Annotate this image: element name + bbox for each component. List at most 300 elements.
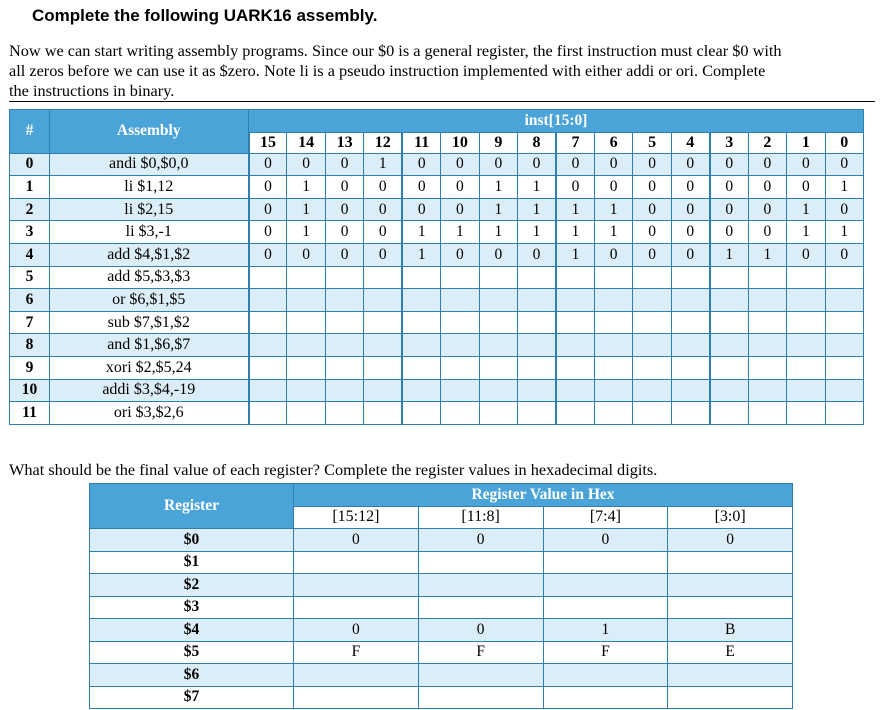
bit-cell[interactable] [748, 266, 786, 289]
bit-cell[interactable] [287, 334, 325, 357]
bit-cell[interactable]: 0 [710, 221, 748, 244]
bit-cell[interactable]: 0 [249, 198, 287, 221]
bit-cell[interactable]: 1 [787, 221, 825, 244]
row-number: 3 [10, 221, 50, 244]
bit-cell[interactable]: 1 [287, 176, 325, 199]
table-row [10, 221, 864, 244]
bit-cell[interactable]: 0 [364, 198, 402, 221]
bit-cell[interactable]: 0 [325, 221, 363, 244]
assembly-instruction: add $5,$3,$3 [50, 266, 249, 289]
row-number: 8 [10, 334, 50, 357]
row-number: 7 [10, 311, 50, 334]
bit-cell[interactable] [787, 289, 825, 312]
bit-cell[interactable] [325, 266, 363, 289]
bit-cell[interactable] [825, 356, 863, 379]
hex-digit-cell[interactable]: E [668, 641, 793, 664]
bit-cell[interactable] [671, 356, 709, 379]
assembly-table [9, 109, 864, 425]
hex-digit-cell[interactable]: B [668, 619, 793, 642]
bit-cell[interactable] [402, 266, 440, 289]
bit-cell[interactable] [287, 311, 325, 334]
bit-cell[interactable] [787, 266, 825, 289]
bit-header: 12 [364, 132, 402, 153]
bit-cell[interactable]: 0 [594, 153, 632, 176]
row-number: 6 [10, 289, 50, 312]
bit-cell[interactable]: 0 [402, 176, 440, 199]
assembly-instruction: li $1,12 [50, 176, 249, 199]
table-row [90, 574, 793, 597]
col-header-bits-11-8: [11:8] [418, 506, 543, 529]
row-number: 11 [10, 402, 50, 425]
bit-cell[interactable] [364, 402, 402, 425]
bit-cell[interactable] [710, 334, 748, 357]
bit-cell[interactable] [671, 266, 709, 289]
bit-cell[interactable] [710, 379, 748, 402]
hex-digit-cell[interactable]: 1 [543, 619, 668, 642]
bit-cell[interactable] [633, 379, 671, 402]
assembly-instruction: and $1,$6,$7 [50, 334, 249, 357]
row-number: 9 [10, 356, 50, 379]
assembly-instruction: addi $3,$4,-19 [50, 379, 249, 402]
hex-digit-cell[interactable] [543, 596, 668, 619]
bit-cell[interactable] [787, 356, 825, 379]
bit-cell[interactable]: 0 [364, 243, 402, 266]
hex-digit-cell[interactable] [294, 596, 419, 619]
bit-cell[interactable]: 0 [325, 243, 363, 266]
hex-digit-cell[interactable] [668, 596, 793, 619]
bit-cell[interactable] [825, 311, 863, 334]
table-row [10, 153, 864, 176]
bit-cell[interactable] [556, 311, 594, 334]
bit-cell[interactable] [594, 289, 632, 312]
hex-digit-cell[interactable] [294, 686, 419, 709]
bit-cell[interactable]: 1 [287, 198, 325, 221]
bit-cell[interactable] [556, 356, 594, 379]
bit-cell[interactable] [787, 379, 825, 402]
bit-cell[interactable] [518, 402, 556, 425]
bit-cell[interactable] [518, 289, 556, 312]
hex-digit-cell[interactable] [418, 686, 543, 709]
bit-cell[interactable] [325, 289, 363, 312]
bit-cell[interactable]: 0 [249, 243, 287, 266]
bit-header: 3 [710, 132, 748, 153]
bit-cell[interactable] [249, 334, 287, 357]
bit-cell[interactable]: 0 [402, 198, 440, 221]
row-number: 5 [10, 266, 50, 289]
table-row [10, 356, 864, 379]
register-table [89, 483, 793, 709]
bit-cell[interactable] [287, 266, 325, 289]
bit-cell[interactable]: 0 [325, 176, 363, 199]
table-row [10, 289, 864, 312]
bit-cell[interactable]: 0 [671, 153, 709, 176]
col-header-inst: inst[15:0] [249, 110, 864, 133]
bit-cell[interactable]: 0 [787, 153, 825, 176]
bit-cell[interactable] [441, 289, 479, 312]
bit-cell[interactable] [671, 289, 709, 312]
bit-cell[interactable] [287, 289, 325, 312]
bit-header: 15 [249, 132, 287, 153]
bit-cell[interactable]: 1 [518, 198, 556, 221]
table-row [90, 529, 793, 552]
bit-cell[interactable] [787, 311, 825, 334]
bit-cell[interactable] [710, 266, 748, 289]
bit-cell[interactable]: 1 [479, 221, 517, 244]
assembly-instruction: ori $3,$2,6 [50, 402, 249, 425]
bit-cell[interactable] [402, 311, 440, 334]
intro-line: Now we can start writing assembly programs. Since our $0 is a general register, the first instruction must clear $0 with [9, 41, 782, 60]
bit-cell[interactable]: 0 [671, 198, 709, 221]
bit-cell[interactable] [748, 356, 786, 379]
bit-cell[interactable]: 1 [825, 176, 863, 199]
bit-cell[interactable]: 1 [402, 243, 440, 266]
row-number: 1 [10, 176, 50, 199]
bit-cell[interactable] [825, 266, 863, 289]
table-row [90, 664, 793, 687]
bit-cell[interactable] [633, 289, 671, 312]
bit-cell[interactable] [441, 311, 479, 334]
bit-cell[interactable] [710, 356, 748, 379]
bit-cell[interactable] [287, 356, 325, 379]
bit-cell[interactable] [325, 402, 363, 425]
assembly-instruction: xori $2,$5,24 [50, 356, 249, 379]
bit-cell[interactable] [479, 402, 517, 425]
register-name: $2 [90, 574, 294, 597]
intro-paragraph [9, 41, 875, 102]
bit-cell[interactable]: 0 [441, 243, 479, 266]
bit-cell[interactable] [556, 402, 594, 425]
bit-cell[interactable]: 0 [825, 153, 863, 176]
bit-cell[interactable]: 0 [825, 198, 863, 221]
hex-digit-cell[interactable] [294, 574, 419, 597]
bit-cell[interactable] [364, 356, 402, 379]
col-header-bits-3-0: [3:0] [668, 506, 793, 529]
bit-cell[interactable] [787, 402, 825, 425]
bit-cell[interactable] [671, 334, 709, 357]
bit-cell[interactable]: 0 [518, 153, 556, 176]
bit-cell[interactable]: 0 [787, 176, 825, 199]
bit-cell[interactable] [325, 356, 363, 379]
intro-line: all zeros before we can use it as $zero. Note li is a pseudo instruction implemented with either addi or ori. Complete [9, 61, 766, 80]
bit-cell[interactable] [671, 402, 709, 425]
bit-cell[interactable] [825, 379, 863, 402]
hex-digit-cell[interactable] [294, 664, 419, 687]
bit-cell[interactable]: 0 [325, 198, 363, 221]
bit-cell[interactable] [556, 379, 594, 402]
bit-cell[interactable]: 0 [249, 153, 287, 176]
bit-cell[interactable] [364, 266, 402, 289]
bit-header: 2 [748, 132, 786, 153]
bit-cell[interactable] [402, 356, 440, 379]
hex-digit-cell[interactable]: 0 [294, 529, 419, 552]
bit-cell[interactable] [825, 289, 863, 312]
bit-cell[interactable]: 1 [556, 198, 594, 221]
bit-cell[interactable] [748, 334, 786, 357]
hex-digit-cell[interactable] [418, 664, 543, 687]
bit-cell[interactable] [249, 311, 287, 334]
bit-cell[interactable] [556, 289, 594, 312]
bit-cell[interactable]: 0 [364, 221, 402, 244]
table-row [10, 198, 864, 221]
table-row [10, 266, 864, 289]
bit-cell[interactable] [825, 402, 863, 425]
row-number: 0 [10, 153, 50, 176]
bit-cell[interactable] [249, 402, 287, 425]
bit-cell[interactable] [402, 334, 440, 357]
bit-cell[interactable]: 1 [787, 198, 825, 221]
bit-cell[interactable] [594, 379, 632, 402]
bit-cell[interactable]: 0 [441, 153, 479, 176]
bit-header: 4 [671, 132, 709, 153]
bit-cell[interactable] [748, 311, 786, 334]
bit-cell[interactable] [748, 402, 786, 425]
table-row [10, 243, 864, 266]
bit-cell[interactable] [479, 266, 517, 289]
bit-cell[interactable] [441, 266, 479, 289]
bit-cell[interactable] [402, 402, 440, 425]
bit-cell[interactable]: 0 [748, 176, 786, 199]
bit-cell[interactable]: 1 [479, 198, 517, 221]
col-header-number: # [10, 110, 50, 154]
bit-cell[interactable] [594, 334, 632, 357]
assembly-instruction: andi $0,$0,0 [50, 153, 249, 176]
table-row [90, 686, 793, 709]
bit-cell[interactable] [518, 266, 556, 289]
bit-cell[interactable] [364, 379, 402, 402]
bit-cell[interactable] [633, 311, 671, 334]
table-row [90, 596, 793, 619]
bit-cell[interactable] [402, 379, 440, 402]
hex-digit-cell[interactable] [543, 664, 668, 687]
bit-cell[interactable]: 1 [441, 221, 479, 244]
bit-cell[interactable]: 0 [671, 243, 709, 266]
bit-cell[interactable]: 1 [748, 243, 786, 266]
bit-cell[interactable] [633, 402, 671, 425]
bit-header: 7 [556, 132, 594, 153]
bit-cell[interactable] [364, 289, 402, 312]
bit-header: 9 [479, 132, 517, 153]
bit-cell[interactable]: 1 [710, 243, 748, 266]
bit-cell[interactable]: 0 [748, 153, 786, 176]
bit-cell[interactable] [249, 289, 287, 312]
bit-cell[interactable]: 0 [249, 176, 287, 199]
table-row [90, 551, 793, 574]
table-row [90, 619, 793, 642]
bit-cell[interactable] [710, 289, 748, 312]
bit-cell[interactable]: 0 [671, 176, 709, 199]
bit-cell[interactable]: 0 [825, 243, 863, 266]
page-title: Complete the following UARK16 assembly. [32, 6, 378, 25]
register-name: $1 [90, 551, 294, 574]
bit-cell[interactable] [594, 266, 632, 289]
bit-cell[interactable]: 0 [249, 221, 287, 244]
bit-cell[interactable]: 0 [633, 198, 671, 221]
bit-cell[interactable]: 0 [479, 153, 517, 176]
hex-digit-cell[interactable]: 0 [418, 619, 543, 642]
bit-cell[interactable]: 0 [787, 243, 825, 266]
bit-cell[interactable]: 1 [556, 243, 594, 266]
bit-cell[interactable]: 1 [364, 153, 402, 176]
hex-digit-cell[interactable] [418, 574, 543, 597]
bit-cell[interactable] [249, 356, 287, 379]
bit-cell[interactable]: 0 [556, 176, 594, 199]
table-row [10, 402, 864, 425]
register-name: $3 [90, 596, 294, 619]
col-header-assembly: Assembly [50, 110, 249, 154]
register-name: $7 [90, 686, 294, 709]
hex-digit-cell[interactable] [543, 686, 668, 709]
bit-cell[interactable] [825, 334, 863, 357]
hex-digit-cell[interactable] [668, 686, 793, 709]
bit-cell[interactable] [633, 334, 671, 357]
bit-cell[interactable] [710, 402, 748, 425]
hex-digit-cell[interactable] [543, 551, 668, 574]
bit-cell[interactable] [671, 311, 709, 334]
bit-cell[interactable]: 0 [748, 198, 786, 221]
bit-cell[interactable]: 0 [325, 153, 363, 176]
bit-cell[interactable] [325, 311, 363, 334]
bit-cell[interactable] [518, 311, 556, 334]
bit-cell[interactable]: 0 [441, 176, 479, 199]
register-name: $6 [90, 664, 294, 687]
hex-digit-cell[interactable]: 0 [418, 529, 543, 552]
bit-cell[interactable]: 1 [556, 221, 594, 244]
hex-digit-cell[interactable]: 0 [668, 529, 793, 552]
bit-cell[interactable]: 0 [402, 153, 440, 176]
bit-cell[interactable] [556, 334, 594, 357]
table-row [10, 176, 864, 199]
table-row [10, 379, 864, 402]
bit-cell[interactable]: 0 [518, 243, 556, 266]
table-row [10, 334, 864, 357]
bit-cell[interactable]: 0 [594, 243, 632, 266]
bit-cell[interactable]: 1 [518, 176, 556, 199]
bit-cell[interactable]: 0 [633, 221, 671, 244]
bit-cell[interactable]: 1 [518, 221, 556, 244]
col-header-bits-7-4: [7:4] [543, 506, 668, 529]
bit-cell[interactable] [556, 266, 594, 289]
row-number: 2 [10, 198, 50, 221]
bit-cell[interactable]: 0 [287, 243, 325, 266]
bit-cell[interactable] [249, 379, 287, 402]
row-number: 10 [10, 379, 50, 402]
bit-header: 0 [825, 132, 863, 153]
bit-header: 14 [287, 132, 325, 153]
bit-cell[interactable] [633, 266, 671, 289]
bit-cell[interactable]: 1 [479, 176, 517, 199]
bit-cell[interactable] [518, 379, 556, 402]
bit-cell[interactable]: 0 [633, 153, 671, 176]
bit-cell[interactable]: 0 [710, 198, 748, 221]
bit-cell[interactable] [441, 402, 479, 425]
assembly-table-body [10, 153, 864, 424]
bit-cell[interactable] [364, 311, 402, 334]
bit-cell[interactable] [479, 379, 517, 402]
hex-digit-cell[interactable]: 0 [543, 529, 668, 552]
register-table-body [90, 529, 793, 709]
row-number: 4 [10, 243, 50, 266]
bit-cell[interactable] [710, 311, 748, 334]
bit-cell[interactable]: 0 [287, 153, 325, 176]
bit-cell[interactable] [287, 402, 325, 425]
bit-cell[interactable] [594, 311, 632, 334]
assembly-instruction: add $4,$1,$2 [50, 243, 249, 266]
bit-cell[interactable]: 1 [594, 221, 632, 244]
bit-cell[interactable]: 1 [287, 221, 325, 244]
hex-digit-cell[interactable]: F [543, 641, 668, 664]
bit-header: 5 [633, 132, 671, 153]
hex-digit-cell[interactable]: F [418, 641, 543, 664]
hex-digit-cell[interactable]: F [294, 641, 419, 664]
bit-cell[interactable]: 0 [479, 243, 517, 266]
bit-cell[interactable] [479, 311, 517, 334]
bit-cell[interactable]: 0 [556, 153, 594, 176]
bit-cell[interactable]: 0 [441, 198, 479, 221]
bit-cell[interactable]: 0 [748, 221, 786, 244]
bit-cell[interactable]: 1 [594, 198, 632, 221]
bit-cell[interactable]: 0 [633, 243, 671, 266]
bit-cell[interactable]: 1 [825, 221, 863, 244]
bit-cell[interactable] [325, 334, 363, 357]
bit-cell[interactable] [594, 402, 632, 425]
bit-header: 11 [402, 132, 440, 153]
bit-cell[interactable] [594, 356, 632, 379]
bit-cell[interactable]: 0 [364, 176, 402, 199]
bit-cell[interactable] [671, 379, 709, 402]
hex-digit-cell[interactable] [294, 551, 419, 574]
bit-cell[interactable] [479, 356, 517, 379]
bit-cell[interactable] [402, 289, 440, 312]
bit-cell[interactable] [441, 334, 479, 357]
bit-cell[interactable] [441, 379, 479, 402]
bit-cell[interactable]: 0 [710, 176, 748, 199]
bit-cell[interactable] [518, 356, 556, 379]
bit-cell[interactable]: 0 [594, 176, 632, 199]
bit-cell[interactable] [787, 334, 825, 357]
register-name: $5 [90, 641, 294, 664]
bit-cell[interactable]: 0 [710, 153, 748, 176]
hex-digit-cell[interactable] [668, 551, 793, 574]
bit-cell[interactable] [325, 379, 363, 402]
bit-cell[interactable] [441, 356, 479, 379]
bit-cell[interactable] [479, 289, 517, 312]
bit-header: 6 [594, 132, 632, 153]
bit-cell[interactable]: 0 [633, 176, 671, 199]
bit-cell[interactable] [518, 334, 556, 357]
hex-digit-cell[interactable]: 0 [294, 619, 419, 642]
hex-digit-cell[interactable] [418, 596, 543, 619]
bit-cell[interactable] [633, 356, 671, 379]
hex-digit-cell[interactable] [543, 574, 668, 597]
hex-digit-cell[interactable] [668, 664, 793, 687]
intro-line: the instructions in binary. [9, 81, 175, 100]
bit-cell[interactable] [748, 379, 786, 402]
bit-cell[interactable] [748, 289, 786, 312]
register-name: $0 [90, 529, 294, 552]
bit-cell[interactable] [364, 334, 402, 357]
bit-header: 10 [441, 132, 479, 153]
bit-cell[interactable] [249, 266, 287, 289]
bit-header: 1 [787, 132, 825, 153]
bit-cell[interactable]: 1 [402, 221, 440, 244]
assembly-instruction: li $3,-1 [50, 221, 249, 244]
bit-cell[interactable] [287, 379, 325, 402]
hex-digit-cell[interactable] [418, 551, 543, 574]
hex-digit-cell[interactable] [668, 574, 793, 597]
bit-cell[interactable] [479, 334, 517, 357]
assembly-instruction: li $2,15 [50, 198, 249, 221]
bit-cell[interactable]: 0 [671, 221, 709, 244]
